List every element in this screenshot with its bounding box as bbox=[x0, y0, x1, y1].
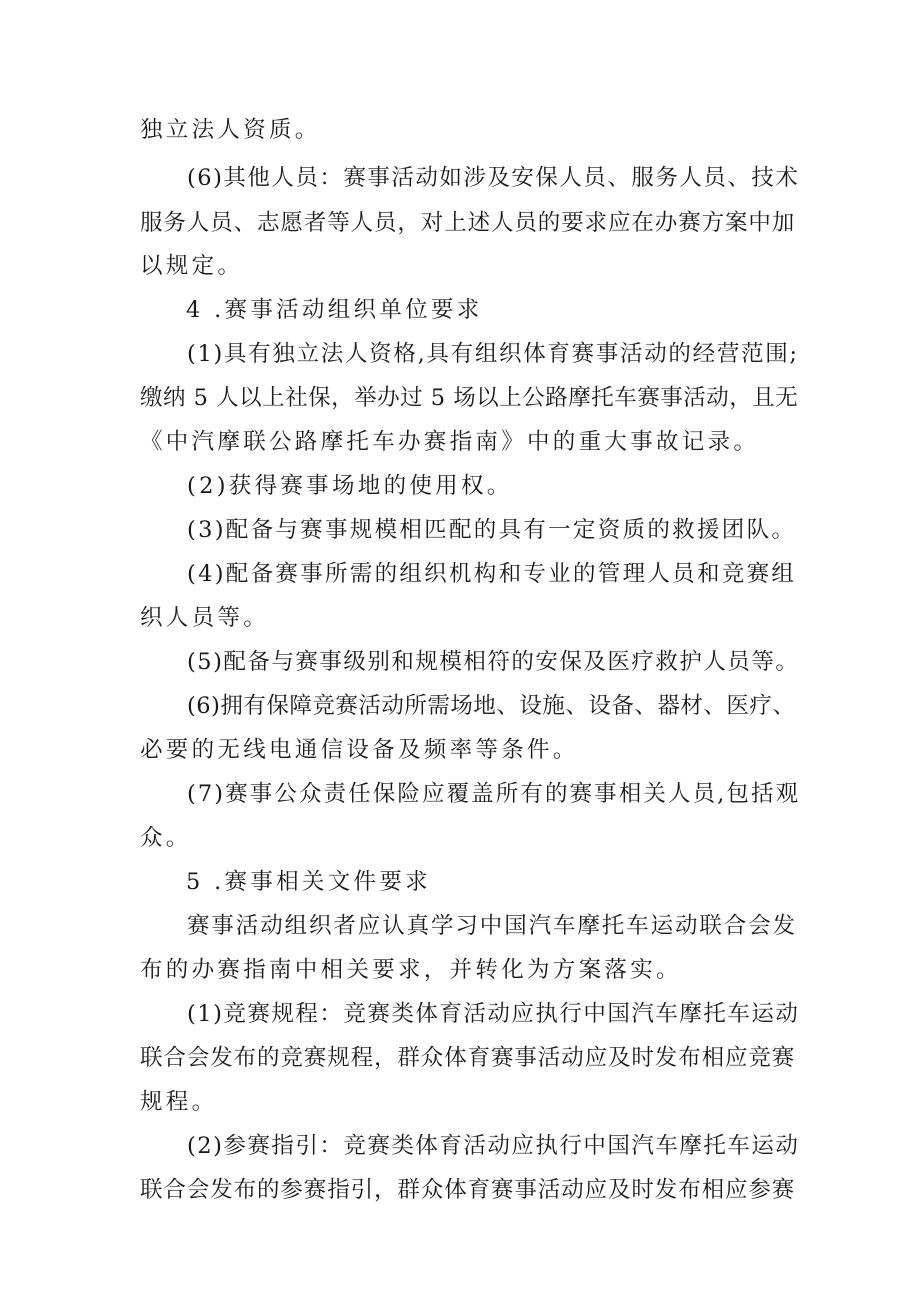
text-line: 织人员等。 bbox=[140, 605, 270, 631]
text-line: (1)竞赛规程：竞赛类体育活动应执行中国汽车摩托车运动 bbox=[187, 1001, 800, 1027]
text-line: 必要的无线电通信设备及频率等条件。 bbox=[140, 737, 579, 763]
text-line: 以规定。 bbox=[140, 253, 244, 279]
text-line: 赛事活动组织者应认真学习中国汽车摩托车运动联合会发 bbox=[187, 913, 798, 939]
text-line: 布的办赛指南中相关要求，并转化为方案落实。 bbox=[140, 957, 682, 983]
text-line: (7)赛事公众责任保险应覆盖所有的赛事相关人员,包括观 bbox=[187, 781, 801, 807]
text-line: (6)拥有保障竞赛活动所需场地、设施、设备、器材、医疗、 bbox=[187, 693, 796, 719]
text-line: (3)配备与赛事规模相匹配的具有一定资质的救援团队。 bbox=[187, 517, 797, 543]
text-line: 服务人员、志愿者等人员，对上述人员的要求应在办赛方案中加 bbox=[140, 210, 796, 236]
text-line: 缴纳 5 人以上社保，举办过 5 场以上公路摩托车赛事活动，且无 bbox=[140, 385, 799, 411]
text-line: 独立法人资质。 bbox=[140, 117, 321, 143]
text-line: (2)获得赛事场地的使用权。 bbox=[187, 473, 513, 499]
text-line: (6)其他人员：赛事活动如涉及安保人员、服务人员、技术 bbox=[187, 165, 800, 191]
section-heading: 5 .赛事相关文件要求 bbox=[186, 869, 431, 895]
text-line: 众。 bbox=[140, 825, 192, 851]
text-line: 《中汽摩联公路摩托车办赛指南》中的重大事故记录。 bbox=[140, 429, 760, 455]
text-line: 规程。 bbox=[140, 1089, 218, 1115]
text-line: 联合会发布的竞赛规程，群众体育赛事活动应及时发布相应竞赛 bbox=[140, 1045, 796, 1071]
section-heading: 4 .赛事活动组织单位要求 bbox=[186, 297, 483, 323]
text-line: (5)配备与赛事级别和规模相符的安保及医疗救护人员等。 bbox=[187, 649, 800, 675]
text-line: (4)配备赛事所需的组织机构和专业的管理人员和竞赛组 bbox=[187, 561, 797, 587]
text-line: (2)参赛指引：竞赛类体育活动应执行中国汽车摩托车运动 bbox=[187, 1133, 800, 1159]
text-line: (1)具有独立法人资格,具有组织体育赛事活动的经营范围; bbox=[187, 341, 799, 367]
text-line: 联合会发布的参赛指引，群众体育赛事活动应及时发布相应参赛 bbox=[140, 1177, 796, 1203]
